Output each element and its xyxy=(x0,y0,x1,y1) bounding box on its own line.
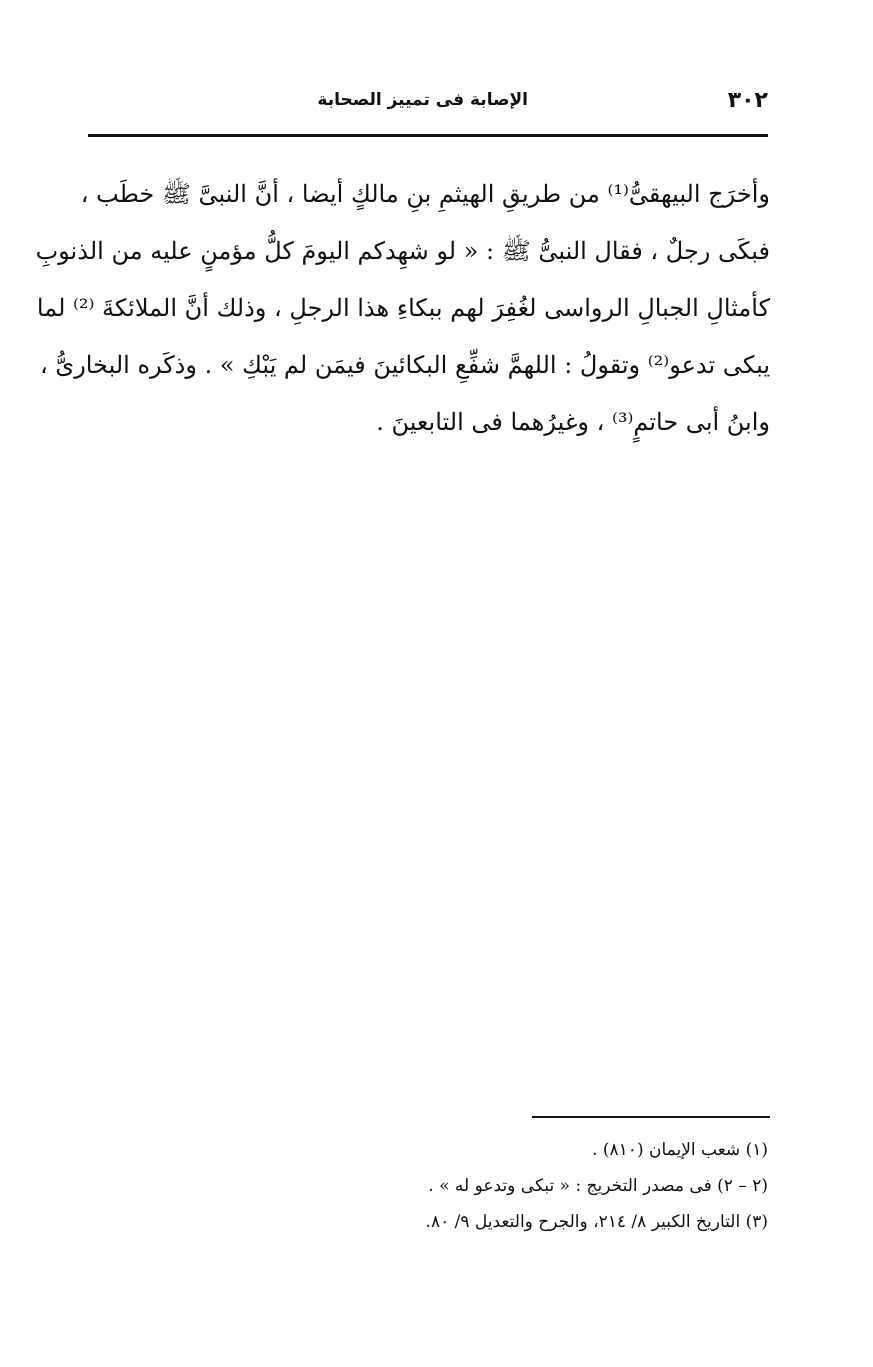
running-title: الإصابة فى تمييز الصحابة xyxy=(317,90,528,110)
page-header xyxy=(88,88,768,124)
footnote-1: (١) شعب الإيمان (٨١٠) . xyxy=(592,1140,768,1160)
footnotes xyxy=(300,1132,768,1240)
body-line: كأمثالِ الجبالِ الرواسى لغُفِرَ لهم ببكاءِ هذا الرجلِ ، وذلك أنَّ الملائكةَ ⁽²⁾ لما xyxy=(36,294,770,322)
body-line: وابنُ أبى حاتمٍ⁽³⁾ ، وغيرُهما فى التابعينَ . xyxy=(376,408,770,436)
body-text xyxy=(35,166,770,451)
body-line: فبكَى رجلٌ ، فقال النبىُّ ﷺ : « لو شهِدكم اليومَ كلُّ مؤمنٍ عليه من الذنوبِ xyxy=(35,237,770,265)
footnote-2: (٢ – ٢) فى مصدر التخريج : « تبكى وتدعو له » . xyxy=(428,1176,768,1196)
footnote-rule xyxy=(532,1116,770,1118)
header-rule xyxy=(88,134,768,137)
footnote-3: (٣) التاريخ الكبير ٨/ ٢١٤، والجرح والتعديل ٩/ ٨٠. xyxy=(425,1212,768,1232)
body-line: وأخرَج البيهقىُّ⁽¹⁾ من طريقِ الهيثمِ بنِ مالكٍ أيضا ، أنَّ النبىَّ ﷺ خطَب ، xyxy=(80,180,770,208)
body-line: يبكى تدعو⁽²⁾ وتقولُ : اللهمَّ شفِّعِ البكائينَ فيمَن لم يَبْكِ » . وذكَره البخارىُّ ، xyxy=(40,351,770,379)
page-number: ٣٠٢ xyxy=(727,88,768,113)
